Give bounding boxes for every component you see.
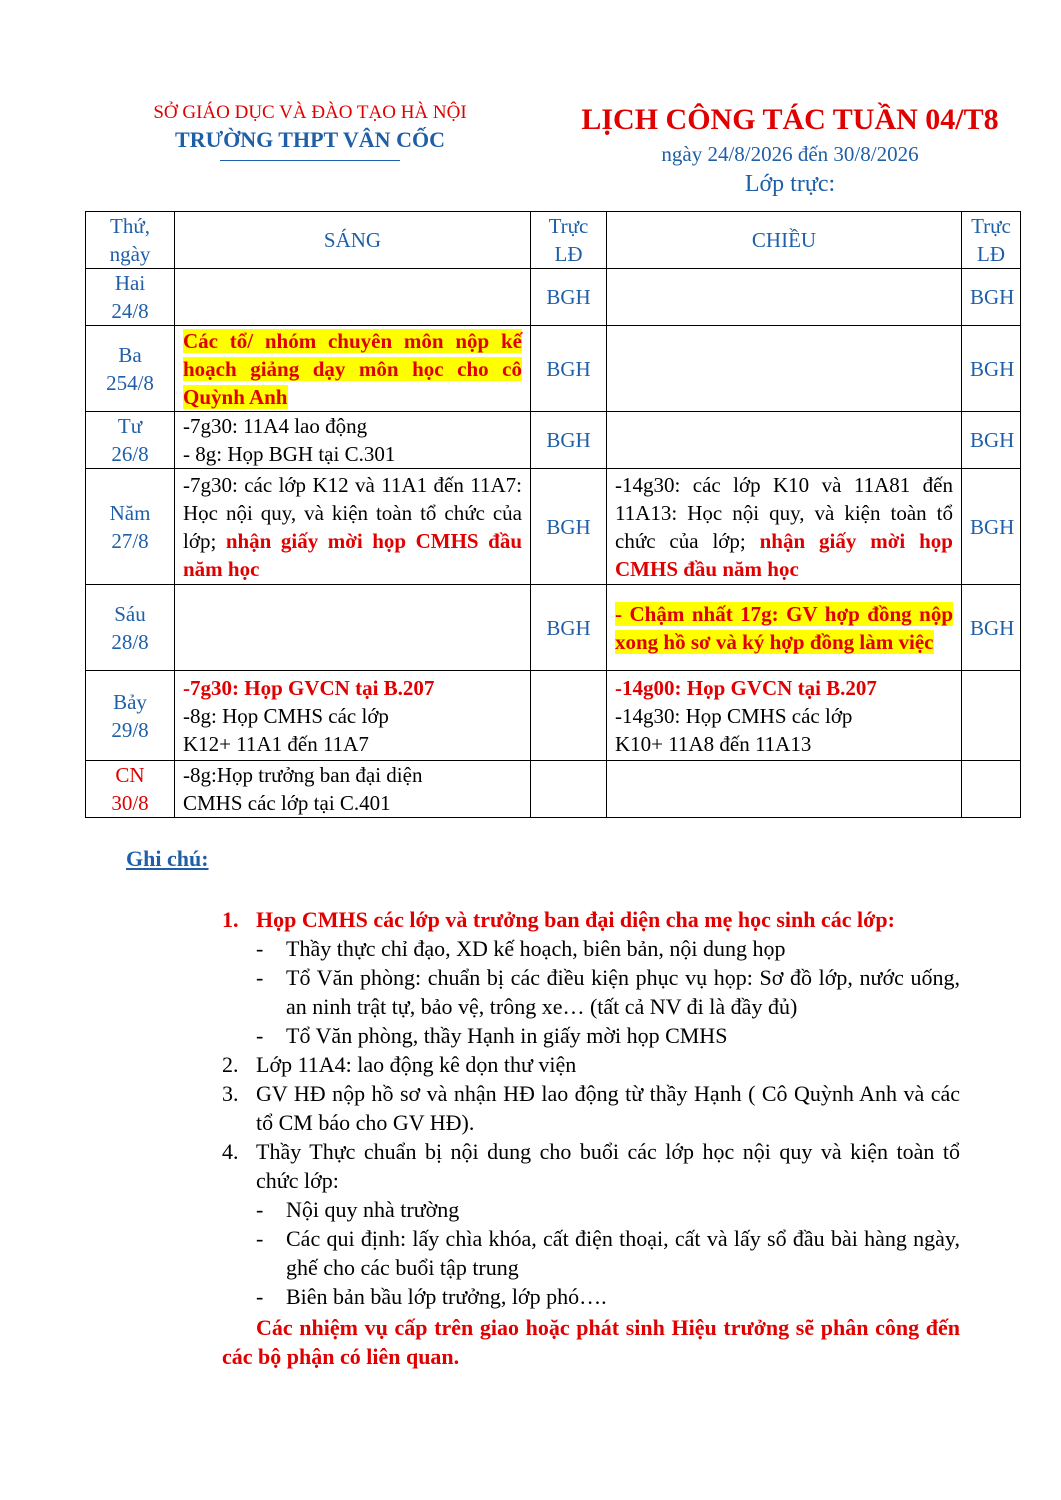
cell-text-run: -8g:Họp trưởng ban đại diện [183, 763, 423, 787]
header-left [110, 100, 510, 161]
day-cell [86, 412, 175, 469]
header-duty-am: Trực LĐ [531, 212, 607, 269]
cell-text-run: nhận giấy mời họp CMHS đầu năm học [183, 528, 523, 581]
day-cell [86, 269, 175, 326]
date-range: ngày 24/8/2026 đến 30/8/2026 [661, 142, 919, 166]
duty-pm-cell: BGH [962, 412, 1021, 469]
day-line: Tư [117, 414, 143, 438]
cell-line [183, 674, 522, 702]
duty-pm-cell [962, 671, 1021, 761]
notes-title: Ghi chú: [126, 846, 209, 871]
duty-pm-cell: BGH [962, 269, 1021, 326]
cell-line [615, 471, 953, 583]
note-subitem-text: Các qui định: lấy chìa khóa, cất điện thoại, cất và lấy sổ đầu bài hàng ngày, ghế cho các buổi tập trung [286, 1226, 960, 1280]
note-subitem [222, 1224, 960, 1282]
day-cell [86, 761, 175, 818]
cell-text-run: - Chậm nhất 17g: GV hợp đồng nộp xong hồ sơ và ký hợp đồng làm việc [615, 601, 953, 654]
note-subitem [222, 1282, 960, 1311]
note-subitem-text: Biên bản bầu lớp trưởng, lớp phó…. [286, 1284, 607, 1309]
duty-am-cell: BGH [531, 412, 607, 469]
note-item [222, 1079, 960, 1137]
cell-text-run: nhận giấy mời họp CMHS đầu năm học [615, 528, 953, 581]
note-text: Họp CMHS các lớp và trưởng ban đại diện cha mẹ học sinh các lớp: [256, 907, 895, 932]
afternoon-cell [607, 469, 962, 585]
duty-am-cell: BGH [531, 326, 607, 412]
cell-line [183, 327, 522, 411]
note-subitem [222, 963, 960, 1021]
day-cell [86, 671, 175, 761]
note-dash: - [256, 1197, 264, 1222]
morning-cell [175, 326, 531, 412]
note-dash: - [256, 1023, 264, 1048]
cell-line [183, 440, 522, 468]
school-name: TRƯỜNG THPT VÂN CỐC [175, 127, 445, 152]
table-header-row [86, 212, 1021, 269]
cell-line [615, 600, 953, 656]
day-cell [86, 469, 175, 585]
day-line: Hai [114, 271, 146, 295]
note-number: 4. [222, 1139, 239, 1164]
note-subitem-text: Nội quy nhà trường [286, 1197, 460, 1222]
table-row [86, 412, 1021, 469]
cell-line [183, 471, 522, 583]
day-line: 27/8 [111, 528, 149, 553]
table-row [86, 761, 1021, 818]
day-cell [86, 326, 175, 412]
note-text: GV HĐ nộp hồ sơ và nhận HĐ lao động từ thầy Hạnh ( Cô Quỳnh Anh và các tổ CM báo cho GV HĐ). [256, 1081, 960, 1135]
school-underline [220, 160, 400, 161]
cell-text-run: -14g30: Họp CMHS các lớp [615, 703, 853, 728]
header-right [520, 100, 1060, 200]
day-line: 28/8 [111, 629, 149, 654]
note-number: 2. [222, 1052, 239, 1077]
cell-text-run: -7g30: 11A4 lao động [183, 414, 368, 438]
duty-am-cell: BGH [531, 585, 607, 671]
day-line: 29/8 [111, 717, 149, 742]
header-duty-pm: Trực LĐ [962, 212, 1021, 269]
cell-text-run: -14g00: Họp GVCN tại B.207 [615, 675, 877, 700]
note-subitem [222, 1195, 960, 1224]
header-afternoon: CHIỀU [607, 212, 962, 269]
note-subitem-text: Tổ Văn phòng, thầy Hạnh in giấy mời họp CMHS [286, 1023, 728, 1048]
duty-pm-cell: BGH [962, 469, 1021, 585]
day-cell [86, 585, 175, 671]
note-item [222, 1050, 960, 1079]
table-row [86, 269, 1021, 326]
note-subitem-text: Thầy thực chỉ đạo, XD kế hoạch, biên bản, nội dung họp [286, 936, 786, 961]
page-title: LỊCH CÔNG TÁC TUẦN 04/T8 [581, 103, 999, 136]
cell-line [183, 789, 522, 817]
table-row [86, 585, 1021, 671]
day-line: 24/8 [111, 299, 149, 323]
morning-cell [175, 671, 531, 761]
cell-text-run: -8g: Họp CMHS các lớp [183, 703, 389, 728]
cell-text-run: -7g30: Họp GVCN tại B.207 [183, 675, 435, 700]
morning-cell [175, 412, 531, 469]
header-morning: SÁNG [175, 212, 531, 269]
cell-text-run: -7g30: các lớp K12 và 11A1 đến 11A7: Học nội quy, và kiện toàn tổ chức của lớp; [183, 472, 522, 553]
note-text: Thầy Thực chuẩn bị nội dung cho buổi các lớp học nội quy và kiện toàn tổ chức lớp: [256, 1139, 960, 1193]
cell-text-run: Các tổ/ nhóm chuyên môn nộp kế hoạch giảng dạy môn học cho cô Quỳnh Anh [183, 328, 522, 409]
table-row [86, 671, 1021, 761]
morning-cell [175, 761, 531, 818]
notes-list [222, 905, 960, 1371]
note-dash: - [256, 1284, 264, 1309]
afternoon-cell [607, 671, 962, 761]
note-subitem-text: Tổ Văn phòng: chuẩn bị các điều kiện phục vụ họp: Sơ đồ lớp, nước uống, an ninh trật tự, bảo vệ, trông xe… (tất cả NV đi là đầy đủ) [286, 965, 960, 1019]
note-dash: - [256, 1226, 264, 1251]
afternoon-cell [607, 326, 962, 412]
note-number: 3. [222, 1081, 239, 1106]
note-item [222, 905, 960, 934]
afternoon-cell [607, 585, 962, 671]
duty-pm-cell [962, 761, 1021, 818]
duty-am-cell [531, 761, 607, 818]
cell-line [183, 730, 522, 758]
duty-am-cell: BGH [531, 469, 607, 585]
day-line: 26/8 [111, 442, 149, 466]
cell-line [615, 730, 953, 758]
afternoon-cell [607, 761, 962, 818]
note-subitem [222, 934, 960, 963]
note-item [222, 1137, 960, 1195]
day-line: Ba [118, 342, 142, 367]
duty-am-cell [531, 671, 607, 761]
duty-class: Lớp trực: [744, 171, 836, 197]
cell-line [183, 702, 522, 730]
cell-text-run: CMHS các lớp tại C.401 [183, 791, 391, 815]
morning-cell [175, 585, 531, 671]
note-text: Lớp 11A4: lao động kê dọn thư viện [256, 1052, 577, 1077]
day-line: Sáu [114, 601, 146, 626]
notes-closing: Các nhiệm vụ cấp trên giao hoặc phát sinh Hiệu trưởng sẽ phân công đến các bộ phận có liên quan. [222, 1315, 960, 1369]
afternoon-cell [607, 269, 962, 326]
morning-cell [175, 269, 531, 326]
afternoon-cell [607, 412, 962, 469]
schedule-body [86, 269, 1021, 818]
note-dash: - [256, 965, 264, 990]
cell-text-run: - 8g: Họp BGH tại C.301 [183, 442, 396, 466]
note-subitem [222, 1021, 960, 1050]
cell-line [615, 702, 953, 730]
note-dash: - [256, 936, 264, 961]
day-line: 254/8 [106, 370, 154, 395]
duty-pm-cell: BGH [962, 585, 1021, 671]
cell-text-run: -14g30: các lớp K10 và 11A81 đến 11A13: Học nội quy, và kiện toàn tổ chức của lớp; [615, 472, 953, 553]
day-line: 30/8 [111, 791, 149, 815]
table-row [86, 326, 1021, 412]
department-name: SỞ GIÁO DỤC VÀ ĐÀO TẠO HÀ NỘI [153, 102, 467, 123]
cell-line [183, 761, 522, 789]
day-line: CN [115, 763, 145, 787]
cell-text-run: K12+ 11A1 đến 11A7 [183, 731, 369, 756]
table-row [86, 469, 1021, 585]
morning-cell [175, 469, 531, 585]
day-line: Năm [109, 500, 151, 525]
duty-am-cell: BGH [531, 269, 607, 326]
cell-text-run: K10+ 11A8 đến 11A13 [615, 731, 812, 756]
note-number: 1. [222, 907, 239, 932]
cell-line [615, 674, 953, 702]
header-day: Thứ, ngày [86, 212, 175, 269]
schedule-table [85, 211, 1021, 818]
duty-pm-cell: BGH [962, 326, 1021, 412]
day-line: Bảy [113, 689, 147, 714]
cell-line [183, 412, 522, 440]
